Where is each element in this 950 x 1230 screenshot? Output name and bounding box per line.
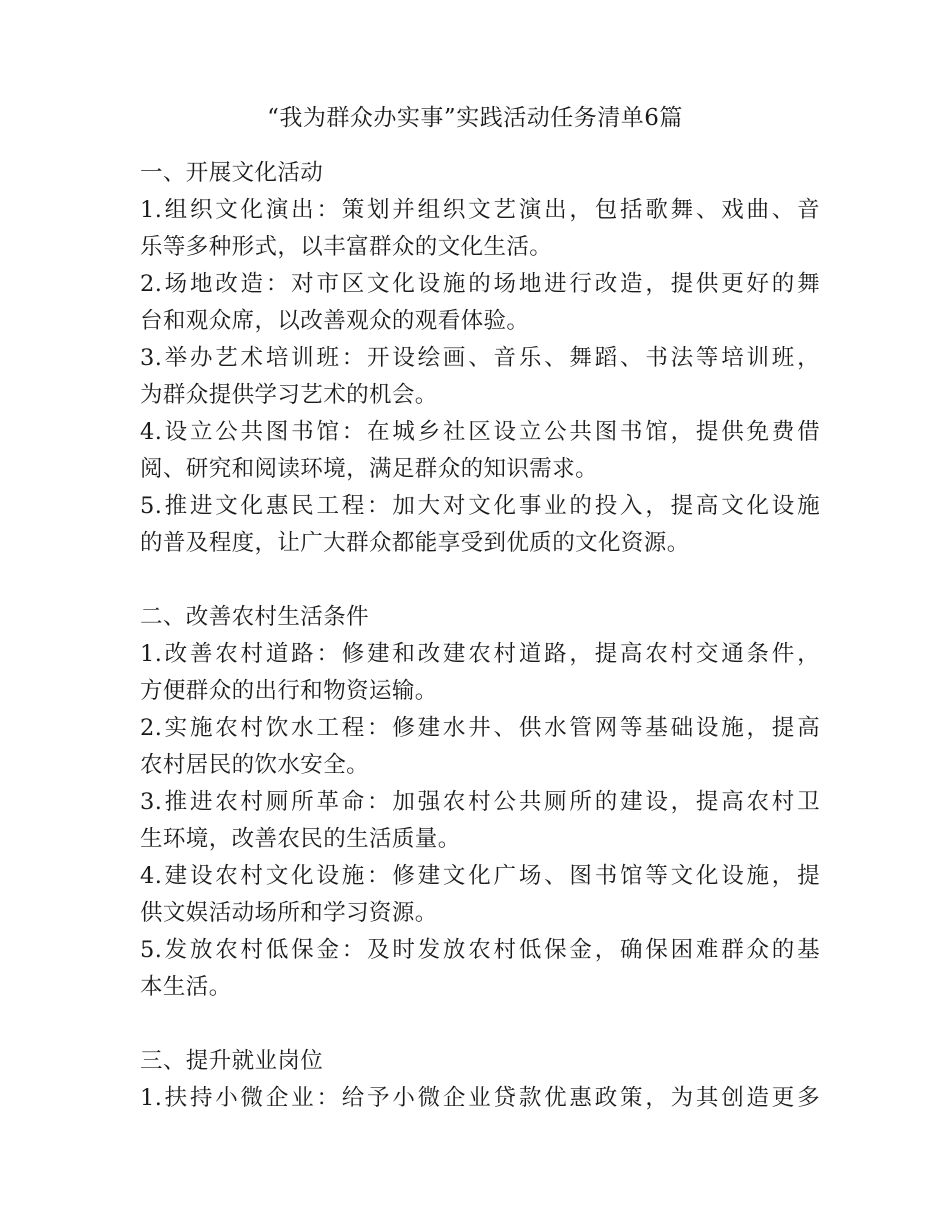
paragraph-line: 4.设立公共图书馆：在城乡社区设立公共图书馆，提供免费借 [140, 419, 820, 445]
paragraph-line: 乐等多种形式，以丰富群众的文化生活。 [140, 234, 553, 260]
paragraph-line: 2.场地改造：对市区文化设施的场地进行改造，提供更好的舞 [140, 271, 820, 297]
paragraph-line: 5.推进文化惠民工程：加大对文化事业的投入，提高文化设施 [140, 493, 820, 519]
document-title: “我为群众办实事”实践活动任务清单6篇 [267, 105, 683, 131]
paragraph-line: 生环境，改善农民的生活质量。 [140, 826, 461, 852]
paragraph-line: 本生活。 [140, 974, 232, 1000]
paragraph-line: 方便群众的出行和物资运输。 [140, 678, 438, 704]
section-heading: 一、开展文化活动 [140, 160, 324, 186]
paragraph-line: 阅、研究和阅读环境，满足群众的知识需求。 [140, 456, 599, 482]
paragraph-line: 5.发放农村低保金：及时发放农村低保金，确保困难群众的基 [140, 937, 820, 963]
paragraph-line: 1.扶持小微企业：给予小微企业贷款优惠政策，为其创造更多 [140, 1085, 820, 1111]
section-heading: 二、改善农村生活条件 [140, 604, 370, 630]
paragraph-line: 3.推进农村厕所革命：加强农村公共厕所的建设，提高农村卫 [140, 789, 820, 815]
paragraph-spacer [140, 1006, 820, 1043]
paragraph-line: 供文娱活动场所和学习资源。 [140, 900, 438, 926]
paragraph-line: 1.改善农村道路：修建和改建农村道路，提高农村交通条件， [140, 641, 820, 667]
paragraph-spacer [140, 562, 820, 599]
paragraph-line: 1.组织文化演出：策划并组织文艺演出，包括歌舞、戏曲、音 [140, 197, 820, 223]
document-body [140, 155, 820, 1117]
paragraph-line: 台和观众席，以改善观众的观看体验。 [140, 308, 530, 334]
section-heading: 三、提升就业岗位 [140, 1048, 324, 1074]
paragraph-line: 2.实施农村饮水工程：修建水井、供水管网等基础设施，提高 [140, 715, 820, 741]
paragraph-line: 3.举办艺术培训班：开设绘画、音乐、舞蹈、书法等培训班， [140, 345, 820, 371]
paragraph-line: 农村居民的饮水安全。 [140, 752, 370, 778]
paragraph-line: 的普及程度，让广大群众都能享受到优质的文化资源。 [140, 530, 690, 556]
paragraph-line: 4.建设农村文化设施：修建文化广场、图书馆等文化设施，提 [140, 863, 820, 889]
paragraph-line: 为群众提供学习艺术的机会。 [140, 382, 438, 408]
